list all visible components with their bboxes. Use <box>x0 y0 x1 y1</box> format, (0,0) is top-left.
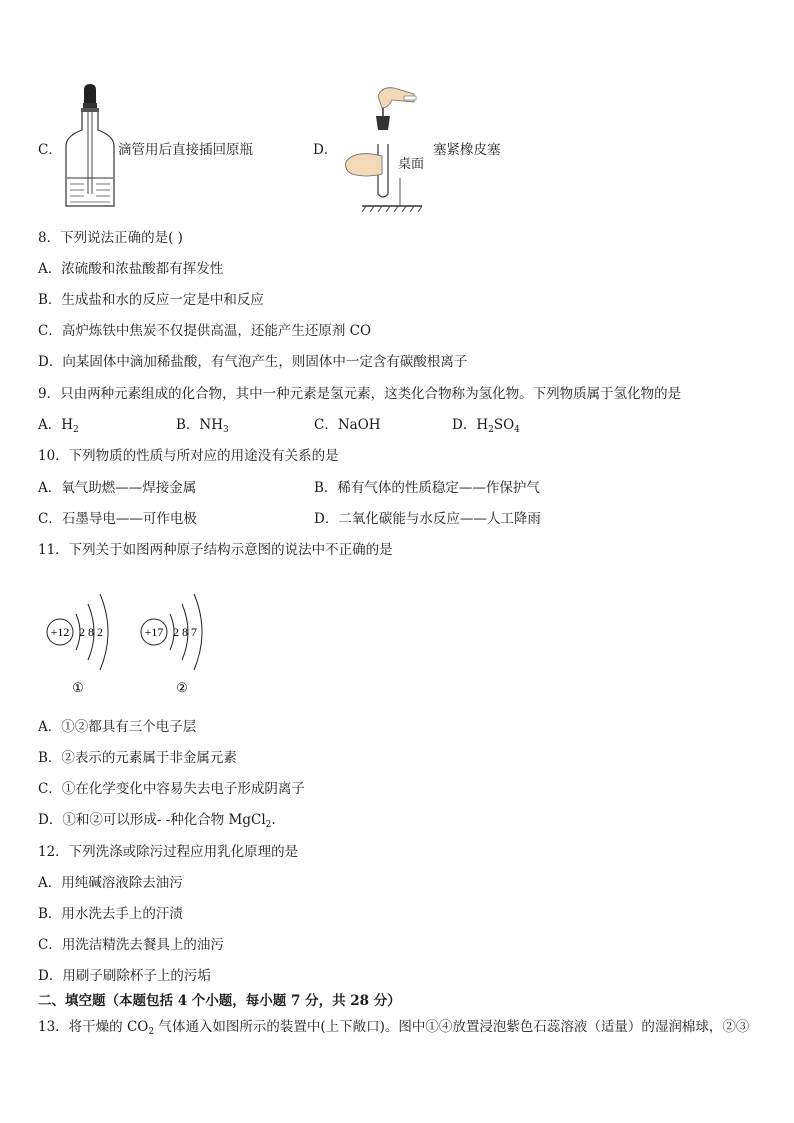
q12-option-c: C．用洗洁精洗去餐具上的油污 <box>38 937 224 953</box>
test-tube-stopper-figure <box>342 82 432 212</box>
q9-option-a: A．$H_2$ <box>38 417 79 435</box>
option-d-text: 塞紧橡皮塞 <box>433 142 501 158</box>
q9-option-d: D．$H_2SO_4$ <box>452 417 520 435</box>
atom1-label: ① <box>72 680 84 695</box>
q12-option-d: D．用刷子刷除杯子上的污垢 <box>38 968 211 984</box>
tabletop-label: 桌面 <box>398 156 425 171</box>
dropper-bottle-figure <box>62 84 118 208</box>
option-d-label: D． <box>313 142 338 158</box>
option-c-text: 滴管用后直接插回原瓶 <box>118 142 253 158</box>
atomic-structure-diagram <box>38 580 228 700</box>
atom2-label: ② <box>176 680 188 695</box>
section-2-title: 二、填空题（本题包括 4 个小题，每小题 7 分，共 28 分） <box>38 993 401 1009</box>
atom2-nucleus: +17 <box>144 625 164 639</box>
q9-option-b: B．$NH_3$ <box>176 417 229 435</box>
q11-option-b: B．②表示的元素属于非金属元素 <box>38 750 237 766</box>
q8-option-a: A．浓硫酸和浓盐酸都有挥发性 <box>38 261 224 277</box>
question-9-stem: 9．只由两种元素组成的化合物，其中一种元素是氢元素，这类化合物称为氢化物。下列物质属于氢化物的是 <box>38 386 682 402</box>
question-11-stem: 11．下列关于如图两种原子结构示意图的说法中不正确的是 <box>38 542 393 558</box>
question-8-stem: 8．下列说法正确的是( ) <box>38 230 183 246</box>
q11-option-a: A．①②都具有三个电子层 <box>38 719 197 735</box>
q10-option-c: C．石墨导电——可作电极 <box>38 511 197 527</box>
q11-option-c: C．①在化学变化中容易失去电子形成阴离子 <box>38 781 305 797</box>
question-10-stem: 10．下列物质的性质与所对应的用途没有关系的是 <box>38 448 339 464</box>
option-c-label: C． <box>38 142 62 158</box>
q10-option-d: D．二氧化碳能与水反应——人工降雨 <box>314 511 541 527</box>
q11-option-d: D．①和②可以形成- -种化合物 MgCl$_2$. <box>38 812 276 830</box>
q8-option-b: B．生成盐和水的反应一定是中和反应 <box>38 292 264 308</box>
q9-option-c: C．NaOH <box>314 417 381 433</box>
q10-option-b: B．稀有气体的性质稳定——作保护气 <box>314 480 540 496</box>
question-13-stem: 13．将干燥的 $CO_2$ 气体通入如图所示的装置中(上下敞口)。图中①④放置浸泡紫色石蕊溶液（适量）的湿润棉球，②③ <box>38 1019 750 1037</box>
q12-option-b: B．用水洗去手上的汗渍 <box>38 906 183 922</box>
q10-option-a: A．氧气助燃——焊接金属 <box>38 480 197 496</box>
q8-option-c: C．高炉炼铁中焦炭不仅提供高温，还能产生还原剂 CO <box>38 323 372 339</box>
atom1-electrons: 2 8 2 <box>79 625 103 639</box>
question-12-stem: 12．下列洗涤或除污过程应用乳化原理的是 <box>38 844 299 860</box>
q12-option-a: A．用纯碱溶液除去油污 <box>38 875 183 891</box>
atom1-nucleus: +12 <box>50 625 70 639</box>
atom2-electrons: 2 8 7 <box>173 625 197 639</box>
q8-option-d: D．向某固体中滴加稀盐酸，有气泡产生，则固体中一定含有碳酸根离子 <box>38 354 468 370</box>
